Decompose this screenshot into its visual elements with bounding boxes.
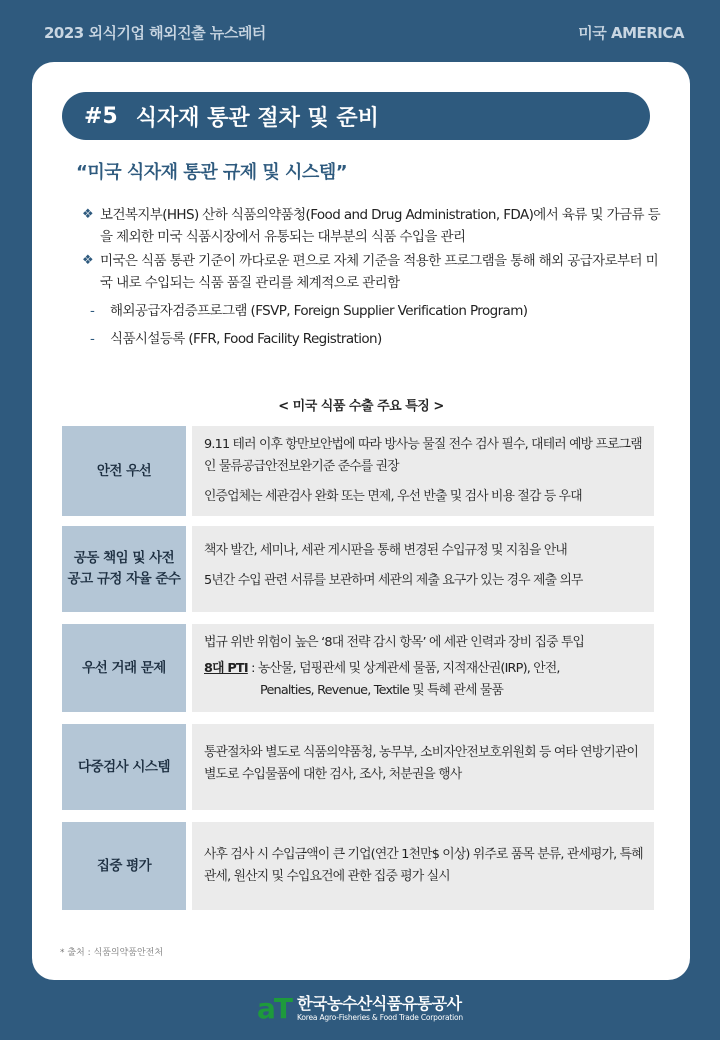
- row-label: 안전 우선: [62, 426, 186, 516]
- section-number: #5: [84, 103, 118, 129]
- row-text: 책자 발간, 세미나, 세관 게시판을 통해 변경된 수입규정 및 지침을 안내: [204, 543, 567, 558]
- newsletter-title: 2023 외식기업 해외진출 뉴스레터: [44, 24, 266, 42]
- dash-text: 해외공급자검증프로그램 (FSVP, Foreign Supplier Verification Program): [110, 303, 528, 319]
- table-row: [62, 624, 654, 712]
- bullet-item: [82, 204, 662, 248]
- table-row: [62, 724, 654, 810]
- row-label: 집중 평가: [62, 822, 186, 910]
- section-subtitle: “미국 식자재 통관 규제 및 시스템”: [76, 162, 348, 183]
- dash-text: 식품시설등록 (FFR, Food Facility Registration): [110, 331, 382, 347]
- row-text: 법규 위반 위험이 높은 ‘8대 전략 감시 항목’ 에 세관 인력과 장비 집중 투입: [204, 635, 585, 650]
- table-row: [62, 426, 654, 516]
- diamond-bullet-icon: ❖: [82, 207, 94, 222]
- row-label: 다중검사 시스템: [62, 724, 186, 810]
- row-content: [192, 426, 654, 516]
- org-name-en: Korea Agro-Fisheries & Food Trade Corporation: [297, 1012, 463, 1022]
- table-row: [62, 822, 654, 910]
- bullet-item: [82, 250, 662, 294]
- row-content: [192, 624, 654, 712]
- dash-icon: -: [90, 331, 95, 347]
- section-header: [62, 92, 650, 140]
- pti-text: : 농산물, 덤핑관세 및 상계관세 물품, 지적재산권(IRP), 안전,: [247, 661, 560, 676]
- dash-icon: -: [90, 303, 95, 319]
- row-text: Penalties, Revenue, Textile 및 특혜 관세 물품: [260, 683, 504, 698]
- dash-item: [82, 300, 662, 322]
- bullet-text: 미국은 식품 통관 기준이 까다로운 편으로 자체 기준을 적용한 프로그램을 통해 해외 공급자로부터 미국 내로 수입되는 식품 품질 관리를 체계적으로 관리함: [100, 253, 659, 291]
- row-text: 사후 검사 시 수입금액이 큰 기업(연간 1천만$ 이상) 위주로 품목 분류, 관세평가, 특혜관세, 원산지 및 수입요건에 관한 집중 평가 실시: [204, 847, 643, 884]
- row-content: [192, 822, 654, 910]
- section-title: 식자재 통관 절차 및 준비: [135, 105, 379, 131]
- row-text: 9.11 테러 이후 항만보안법에 따라 방사능 물질 전수 검사 필수, 대테러 예방 프로그램인 물류공급안전보완기준 준수를 권장: [204, 437, 642, 474]
- source-note: * 출처 : 식품의약품안전처: [60, 948, 164, 958]
- table-row: [62, 526, 654, 612]
- pti-label: 8대 PTI: [204, 661, 248, 676]
- content-card: [32, 62, 690, 980]
- row-text: 인증업체는 세관검사 완화 또는 면제, 우선 반출 및 검사 비용 절감 등 우대: [204, 489, 582, 504]
- table-title: < 미국 식품 수출 주요 특징 >: [278, 399, 444, 414]
- row-label: [62, 526, 186, 612]
- org-name: [297, 995, 463, 1023]
- org-name-ko: 한국농수산식품유통공사: [297, 993, 462, 1013]
- row-label-line: 공동 책임 및 사전: [73, 550, 175, 566]
- at-logo-icon: aT: [257, 992, 292, 1025]
- row-label-line: 공고 규정 자율 준수: [67, 571, 181, 587]
- row-content: [192, 724, 654, 810]
- row-text: 5년간 수입 관련 서류를 보관하며 세관의 제출 요구가 있는 경우 제출 의무: [204, 573, 583, 588]
- diamond-bullet-icon: ❖: [82, 253, 94, 268]
- row-text: 통관절차와 별도로 식품의약품청, 농무부, 소비자안전보호위원회 등 여타 연방기관이 별도로 수입물품에 대한 검사, 조사, 처분권을 행사: [204, 745, 639, 782]
- row-text: [204, 658, 644, 680]
- footer-logo: [0, 992, 720, 1025]
- region-label: 미국 AMERICA: [578, 24, 684, 42]
- bullet-list: [82, 204, 662, 350]
- dash-item: [82, 328, 662, 350]
- bullet-text: 보건복지부(HHS) 산하 식품의약품청(Food and Drug Administration, FDA)에서 육류 및 가금류 등을 제외한 미국 식품시장에서 유통되는 대부분의 식품 수입을 관리: [100, 207, 661, 245]
- row-content: [192, 526, 654, 612]
- row-label: 우선 거래 문제: [62, 624, 186, 712]
